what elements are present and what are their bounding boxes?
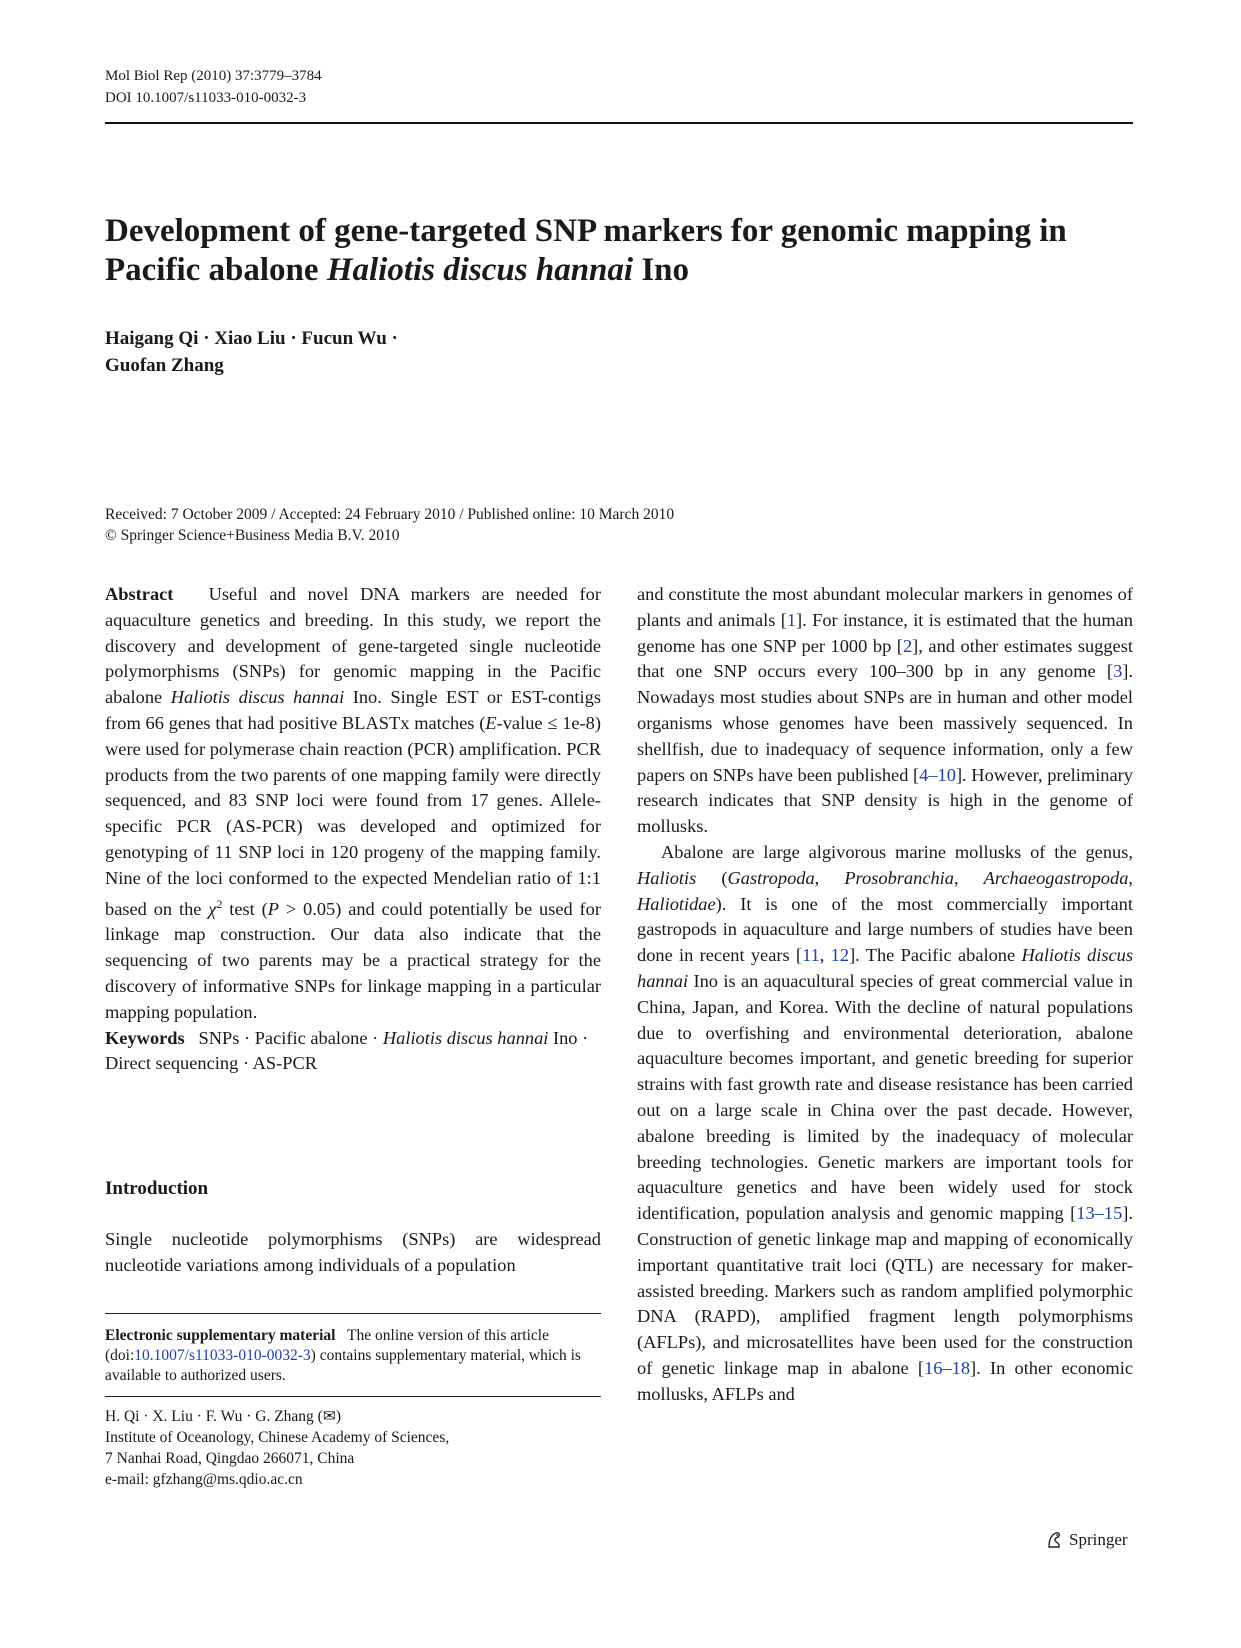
introduction-heading: Introduction: [105, 1178, 209, 1199]
affiliation-institute: Institute of Oceanology, Chinese Academy of Sciences,: [105, 1429, 450, 1446]
introduction-text: Single nucleotide polymorphisms (SNPs) are widespread nucleotide variations among individuals of a population: [105, 1229, 601, 1275]
affiliation-authors: H. Qi · X. Liu · F. Wu · G. Zhang (✉): [105, 1408, 341, 1425]
publication-dates: [105, 504, 674, 546]
right-column: [637, 582, 1133, 1408]
citation-link[interactable]: 11: [802, 945, 820, 966]
footnote-rule-2: [105, 1396, 601, 1397]
abstract: Abstract Useful and novel DNA markers are needed for aquaculture genetics and breeding. In this study, we report the discovery and development of gene-targeted single nucleotide polymorphisms (SNPs) for genomic mapping in the Pacific abalone Haliotis discus hannai Ino. Single EST or EST-contigs from 66 genes that had positive BLASTx matches (E-value ≤ 1e-8) were used for polymerase chain reaction (PCR) amplification. PCR products from the two parents of one mapping family were directly sequenced, and 83 SNP loci were found from 17 genes. Allele-specific PCR (AS-PCR) was developed and optimized for genotyping of 11 SNP loci in 120 progeny of the mapping family. Nine of the loci conformed to the expected Mendelian ratio of 1:1 based on the $\chi^2$ test (P > 0.05) and could potentially be used for linkage map construction. Our data also indicate that the sequencing of two parents may be a practical strategy for the discovery of informative SNPs for linkage mapping in a particular mapping population.: [105, 584, 602, 1022]
author: Xiao Liu: [214, 328, 286, 349]
affiliation: [105, 1406, 601, 1490]
citation-link[interactable]: 12: [830, 945, 850, 966]
doi-line: DOI 10.1007/s11033-010-0032-3: [105, 90, 307, 106]
copyright: © Springer Science+Business Media B.V. 2010: [105, 527, 400, 544]
author-list: Haigang Qi · Xiao Liu · Fucun Wu · Guofan Zhang: [105, 328, 398, 376]
publisher-name: Springer: [1069, 1530, 1128, 1549]
intro-paragraph-2: Abalone are large algivorous marine mollusks of the genus, Haliotis (Gastropoda, Prosobranchia, Archaeogastropoda, Haliotidae). It is one of the most commercially important gastropods in aquaculture and large numbers of studies have been done in recent years [11, 12]. The Pacific abalone Haliotis discus hannai Ino is an aquacultural species of great commercial value in China, Japan, and Korea. With the decline of natural populations due to overfishing and environmental deterioration, abalone aquaculture becomes important, and genetic breeding for superior strains with fast growth rate and disease resistance has been carried out on a large scale in China over the past decade. However, abalone breeding is limited by the inadequacy of molecular breeding technologies. Genetic markers are important tools for aquaculture genetics and have been widely used for stock identification, population analysis and genomic mapping [13–15]. Construction of genetic linkage map and mapping of economically important quantitative trait loci (QTL) are necessary for maker-assisted breeding. Markers such as random amplified polymorphic DNA (RAPD), amplified fragment length polymorphisms (AFLPs), and microsatellites have been used for the construction of genetic linkage map in abalone [16–18]. In other economic mollusks, AFLPs and: [637, 841, 1133, 1404]
citation-link[interactable]: 13–15: [1076, 1203, 1123, 1224]
author: Guofan Zhang: [105, 355, 224, 376]
publisher-logo: [1045, 1530, 1128, 1550]
doi-link[interactable]: 10.1007/s11033-010-0032-3: [134, 1347, 311, 1364]
affiliation-email: e-mail: gfzhang@ms.qdio.ac.cn: [105, 1471, 303, 1488]
citation-link[interactable]: 2: [902, 635, 913, 656]
author: Haigang Qi: [105, 328, 199, 349]
journal-citation: Mol Biol Rep (2010) 37:3779–3784: [105, 68, 322, 84]
citation-link[interactable]: 16–18: [924, 1357, 971, 1378]
springer-horse-icon: [1045, 1530, 1065, 1550]
citation-link[interactable]: 4–10: [919, 764, 956, 785]
footnote-rule: [105, 1313, 601, 1314]
keywords: Keywords SNPs · Pacific abalone · Haliotis discus hannai Ino · Direct sequencing · AS-PCR: [105, 1027, 589, 1074]
citation-link[interactable]: 1: [786, 609, 797, 630]
header-rule: [105, 122, 1133, 124]
received-accepted-published: Received: 7 October 2009 / Accepted: 24 February 2010 / Published online: 10 March 2010: [105, 506, 675, 523]
affiliation-address: 7 Nanhai Road, Qingdao 266071, China: [105, 1450, 355, 1467]
supplementary-note: Electronic supplementary material The online version of this article (doi:10.1007/s11033-010-0032-3) contains supplementary material, which is available to authorized users.: [105, 1327, 581, 1384]
article-title: Development of gene-targeted SNP markers for genomic mapping in Pacific abalone Haliotis discus hannai Ino: [105, 213, 1067, 288]
abstract-label: Abstract: [105, 584, 174, 604]
intro-paragraph-1: and constitute the most abundant molecular markers in genomes of plants and animals [1]. For instance, it is estimated that the human genome has one SNP per 1000 bp [2], and other estimates suggest that one SNP occurs every 100–300 bp in any genome [3]. Nowadays most studies about SNPs are in human and other model organisms whose genomes have been massively sequenced. In shellfish, due to inadequacy of sequence information, only a few papers on SNPs have been published [4–10]. However, preliminary research indicates that SNP density is high in the genome of mollusks.: [637, 584, 1133, 837]
journal-header: [105, 65, 322, 109]
left-column: [105, 582, 601, 1077]
keywords-label: Keywords: [105, 1027, 185, 1048]
citation-link[interactable]: 3: [1113, 661, 1123, 682]
author: Fucun Wu: [301, 328, 387, 349]
